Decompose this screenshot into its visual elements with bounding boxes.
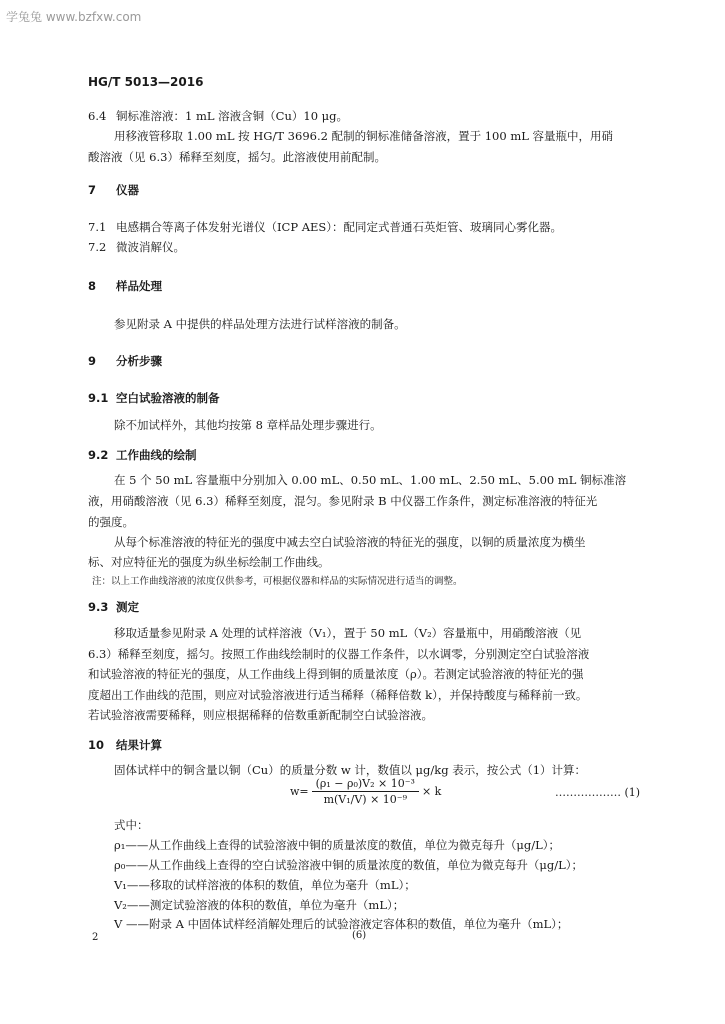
heading-text: 分析步骤 [116,354,162,368]
paragraph-line: 6.3）稀释至刻度，摇匀。按照工作曲线绘制时的仪器工作条件，以水调零，分别测定空白试验溶液 [88,647,590,661]
paragraph-line: 从每个标准溶液的特征光的强度中减去空白试验溶液的特征光的强度，以铜的质量浓度为横坐 [114,535,586,549]
section-number: 7.2 [88,240,107,254]
paragraph-line: 液，用硝酸溶液（见 6.3）稀释至刻度，混匀。参见附录 B 中仪器工作条件，测定标准溶液的特征光 [88,494,598,508]
heading-9 [88,353,162,369]
formula-denominator: m(V₁/V) × 10⁻⁹ [323,793,408,806]
section-number: 9.2 [88,448,109,462]
section-number: 6.4 [88,109,107,123]
definition-line: V₁——移取的试样溶液的体积的数值，单位为毫升（mL）； [114,878,416,892]
definition-line: V₂——测定试验溶液的体积的数值，单位为毫升（mL）； [114,898,405,912]
paragraph-line: 的强度。 [88,515,134,529]
paragraph-line: 在 5 个 50 mL 容量瓶中分别加入 0.00 mL、0.50 mL、1.00 mL、2.50 mL、5.00 mL 铜标准溶 [114,473,627,487]
section-6-4 [88,108,348,124]
heading-number: 7 [88,183,97,197]
note: 注：以上工作曲线溶液的浓度仅供参考，可根据仪器和样品的实际情况进行适当的调整。 [92,576,463,587]
paragraph-line: 度超出工作曲线的范围，则应对试验溶液进行适当稀释（稀释倍数 k），并保持酸度与稀释前一致。 [88,688,588,702]
section-7-2 [88,239,185,255]
formula-numerator: (ρ₁ − ρ₀)V₂ × 10⁻³ [312,777,419,792]
heading-number: 10 [88,738,105,752]
section-number: 7.1 [88,220,107,234]
watermark: 学兔兔 www.bzfxw.com [6,10,142,24]
paragraph-line: 移取适量参见附录 A 处理的试样溶液（V₁），置于 50 mL（V₂）容量瓶中，用硝酸溶液（见 [114,626,582,640]
paragraph-line: 标、对应特征光的强度为纵坐标绘制工作曲线。 [88,555,330,569]
paragraph-line: 除不加试样外，其他均按第 8 章样品处理步骤进行。 [114,418,382,432]
section-number: 9.3 [88,600,109,614]
section-text: 工作曲线的绘制 [116,448,197,462]
paragraph-line: 酸溶液（见 6.3）稀释至刻度，摇匀。此溶液使用前配制。 [88,150,386,164]
paragraph-line: 用移液管移取 1.00 mL 按 HG/T 3696.2 配制的铜标准储备溶液，置于 100 mL 容量瓶中，用硝 [114,129,614,143]
paragraph-line: 参见附录 A 中提供的样品处理方法进行试样溶液的制备。 [114,317,406,331]
section-number: 9.1 [88,391,109,405]
formula-number: ……………… (1) [555,786,641,799]
heading-text: 结果计算 [116,738,162,752]
section-9-1 [88,390,220,406]
definition-line: V ——附录 A 中固体试样经消解处理后的试验溶液定容体积的数值，单位为毫升（mL）； [114,917,569,931]
paragraph-line: 和试验溶液的特征光的强度，从工作曲线上得到铜的质量浓度（ρ）。若测定试验溶液的特征光的强 [88,667,584,681]
heading-number: 9 [88,354,97,368]
formula-1 [290,777,441,806]
page-code: (6) [352,930,367,941]
definition-line: ρ₁——从工作曲线上查得的试验溶液中铜的质量浓度的数值，单位为微克每升（μg/L）； [114,838,560,852]
heading-text: 样品处理 [116,279,162,293]
section-text: 空白试验溶液的制备 [116,391,220,405]
heading-10 [88,737,162,753]
paragraph-line: 若试验溶液需要稀释，则应根据稀释的倍数重新配制空白试验溶液。 [88,708,433,722]
formula-fraction [312,777,419,806]
heading-number: 8 [88,279,97,293]
definition-line: ρ₀——从工作曲线上查得的空白试验溶液中铜的质量浓度的数值，单位为微克每升（μg/L）； [114,858,583,872]
where-label: 式中： [114,818,149,832]
standard-header: HG/T 5013—2016 [88,75,204,89]
section-7-1 [88,219,562,235]
heading-text: 仪器 [116,183,139,197]
formula-rhs: × k [421,785,442,798]
section-text: 电感耦合等离子体发射光谱仪（ICP AES）：配同定式普通石英炬管、玻璃同心雾化器。 [116,220,563,234]
section-text: 测定 [116,600,139,614]
section-text: 微波消解仪。 [116,240,185,254]
section-text: 铜标准溶液：1 mL 溶液含铜（Cu）10 μg。 [116,109,348,123]
heading-7 [88,182,139,198]
page-number: 2 [92,932,99,943]
paragraph-line: 固体试样中的铜含量以铜（Cu）的质量分数 w 计，数值以 μg/kg 表示，按公式（1）计算： [114,763,587,777]
section-9-3 [88,599,139,615]
section-9-2 [88,447,197,463]
heading-8 [88,278,162,294]
formula-lhs: w= [290,785,309,798]
